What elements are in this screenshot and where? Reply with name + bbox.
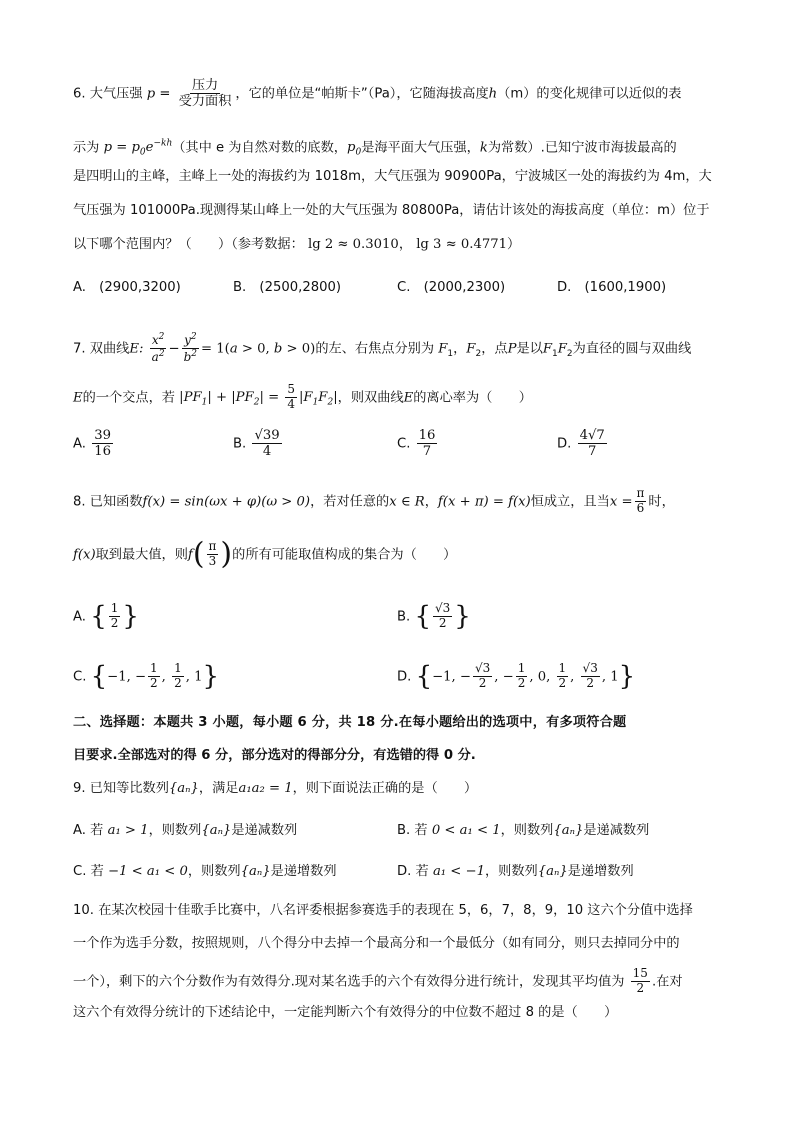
q8-option-b[interactable]: B. { $\frac{√3}{2}$ }	[397, 601, 471, 632]
q6-line-2	[73, 134, 677, 163]
q6-text: 是海平面大气压强，	[361, 140, 480, 156]
q8-option-d[interactable]: D. {−1, − $\frac{√3}{2}$ , − $\frac{1}{2}$ , 0, $\frac{1}{2}$ , $\frac{√3}{2}$ , 1}	[397, 661, 636, 692]
q7-option-c[interactable]	[397, 428, 439, 459]
q7-opt-label: B.	[233, 436, 247, 452]
q6-frac-num: 压力	[191, 78, 219, 93]
q9-option-a[interactable]	[73, 821, 297, 841]
frac-den: 7	[587, 444, 597, 460]
q8-text: ，	[424, 494, 438, 510]
q8-pi-over-6	[635, 487, 647, 516]
q7-opt-label: A.	[73, 436, 86, 452]
q8-function: f(x) = sin(ωx + φ)(ω > 0)	[142, 494, 311, 510]
q10-line-4: 这六个有效得分统计的下述结论中，一定能判断六个有效得分的中位数不超过 8 的是（ ）	[73, 1005, 618, 1020]
q7-x-fraction: $\frac{x^2}{a^2}$	[151, 332, 165, 364]
q10-line-3	[73, 967, 683, 996]
q9-opt-text: D. 若	[397, 864, 429, 879]
q9-option-d[interactable]	[397, 862, 634, 882]
q6-option-b[interactable]: B. (2500,2800)	[233, 280, 342, 295]
q9-sequence: {aₙ}	[168, 781, 199, 796]
q9-opt-text: ，则数列	[148, 823, 202, 838]
q10-line-2: 一个作为选手分数，按照规则，八个得分中去掉一个最高分和一个最低分（如有同分，则只去掉同分中的	[73, 936, 680, 951]
q8-opt-label: C.	[73, 669, 87, 685]
q9-opt-text: 是递增数列	[567, 864, 634, 879]
q9-opt-text: 是递增数列	[270, 864, 337, 879]
frac-den: 2	[636, 980, 645, 995]
q9-opt-text: 是递减数列	[583, 823, 650, 838]
q6-p0: $p_0$	[347, 140, 362, 159]
q6-line-5: 以下哪个范围内？（ ）（参考数据： lg 2 ≈ 0.3010， lg 3 ≈ 0.4771）	[73, 237, 521, 252]
q6-text: 为常数）.已知宁波市海拔最高的	[487, 140, 677, 156]
q7-line-2: E的一个交点，若 $|PF_1| + |PF_2|$ = $\frac{5}{4}$ $|F_1F_2|$，则双曲线E的离心率为（ ）	[73, 382, 532, 411]
q6-ref-lg2: lg 2 ≈ 0.3010	[307, 237, 399, 252]
frac-num: 16	[418, 428, 436, 443]
q7-opt-b-value	[252, 428, 281, 459]
q7-var-P: P	[507, 341, 517, 357]
q7-opt-c-value	[417, 428, 438, 459]
q6-text: （m）的变化规律可以近似的表	[497, 86, 682, 102]
q9-sequence: {aₙ}	[553, 823, 584, 838]
q6-ref-lg3: lg 3 ≈ 0.4771	[416, 237, 508, 252]
q9-sequence: {aₙ}	[537, 864, 568, 879]
q6-text: （其中 e 为自然对数的底数，	[172, 140, 347, 156]
q9-opt-text: ，则数列	[187, 864, 241, 879]
q9-opt-cond: a₁ > 1	[107, 823, 149, 838]
q7-text: 的离心率为（ ）	[413, 390, 532, 406]
q7-text: 双曲线	[89, 341, 130, 357]
frac-den: 6	[636, 500, 645, 515]
q6-text: 大气压强	[89, 86, 143, 102]
q7-y-fraction: $\frac{y^2}{b^2}$	[183, 332, 198, 364]
q9-opt-text: C. 若	[73, 864, 104, 879]
q7-line-1: 7. 双曲线E: $\frac{x^2}{a^2}$ − $\frac{y^2}{b^2}$ = 1(a > 0, b > 0)的左、右焦点分别为 $F_1$，$F_2$，点P是以$F_1F_2$为直径的圆与双曲线	[73, 332, 692, 364]
q8-text: 时，	[648, 494, 675, 510]
q6-text: 示为	[73, 140, 100, 156]
frac-num: 15	[632, 966, 648, 980]
q6-exponent: −kh	[153, 139, 173, 149]
q8-option-c[interactable]: C. {−1, − $\frac{1}{2}$ , $\frac{1}{2}$ , 1}	[73, 661, 220, 692]
q8-text: 恒成立，且当	[530, 494, 610, 510]
q7-opt-label: C.	[397, 436, 411, 452]
q10-average-fraction	[631, 967, 650, 996]
q9-opt-cond: −1 < a₁ < 0	[107, 864, 188, 879]
q9-opt-text: B. 若	[397, 823, 428, 838]
frac-num: 39	[94, 428, 111, 443]
frac-num: π	[208, 539, 217, 553]
q8-pi-over-3	[207, 540, 219, 569]
q9-number: 9.	[73, 781, 86, 796]
q7-text: 为直径的圆与双曲线	[572, 341, 692, 357]
q6-option-a[interactable]: A. (2900,3200)	[73, 280, 181, 295]
q8-domain: x ∈ R	[389, 494, 425, 510]
q7-var-E: E	[129, 341, 139, 357]
q9-opt-cond: a₁ < −1	[432, 864, 485, 879]
q9-opt-text: A. 若	[73, 823, 104, 838]
q8-opt-label: B.	[397, 609, 411, 625]
q9-opt-text: 是递减数列	[231, 823, 298, 838]
q9-line-1	[73, 779, 477, 799]
q7-option-b[interactable]	[233, 428, 284, 459]
q10-number: 10.	[73, 903, 94, 918]
q9-text: 已知等比数列	[89, 781, 169, 796]
q6-line-4: 气压强为 101000Pa.现测得某山峰上一处的大气压强为 80800Pa，请估计该处的海拔高度（单位：m）位于	[73, 203, 710, 218]
q6-var-p: p	[146, 86, 156, 102]
q9-opt-text: ，则数列	[500, 823, 554, 838]
q7-text: 左、右焦点分别为	[328, 341, 435, 357]
q8-x-eq: x =	[609, 494, 633, 510]
q9-opt-cond: 0 < a₁ < 1	[431, 823, 501, 838]
q6-text: ）	[507, 237, 521, 252]
q7-text: 是以	[516, 341, 543, 357]
q8-option-a[interactable]: A. { $\frac{1}{2}$ }	[73, 601, 139, 632]
q6-text: ，它的单位是“帕斯卡”（Pa），它随海拔高度	[235, 86, 489, 102]
frac-num: 4√7	[579, 428, 605, 443]
q9-opt-text: ，则数列	[484, 864, 538, 879]
q7-text: 的一个交点，若	[82, 390, 175, 406]
q6-line-3: 是四明山的主峰，主峰上一处的海拔约为 1018m，大气压强为 90900Pa，宁波城区一处的海拔约为 4m，大	[73, 169, 712, 184]
q7-option-d[interactable]	[557, 428, 609, 459]
q6-var-h: h	[488, 86, 498, 102]
q7-var-E: E	[73, 390, 83, 406]
q10-text: .在对	[651, 974, 683, 990]
q7-five-quarters: $\frac{5}{4}$	[287, 382, 295, 411]
q6-option-c[interactable]: C. (2000,2300)	[397, 280, 506, 295]
q8-fx: f(x)	[73, 547, 96, 563]
frac-den: 3	[208, 553, 217, 568]
q8-line-2: f(x)取到最大值，则f( $\frac{\pi}{3}$ )的所有可能取值构成的集合为（ ）	[73, 536, 457, 572]
q7-number: 7.	[73, 341, 86, 357]
q10-text: 在某次校园十佳歌手比赛中，八名评委根据参赛选手的表现在 5，6，7，8，9，10 这六个分值中选择	[98, 903, 693, 918]
q8-text: 已知函数	[89, 494, 143, 510]
q8-line-1	[73, 487, 675, 516]
q7-opt-a-value	[92, 428, 113, 459]
q7-text: ，则双曲线	[337, 390, 404, 406]
frac-num: √39	[254, 428, 280, 443]
q9-sequence: {aₙ}	[201, 823, 232, 838]
q9-sequence: {aₙ}	[240, 864, 271, 879]
frac-den: 16	[94, 444, 111, 460]
q6-option-d[interactable]: D. (1600,1900)	[557, 280, 667, 295]
q8-opt-label: D.	[397, 669, 412, 685]
q6-var-k: k	[479, 140, 488, 156]
q6-line-1: 6. 大气压强 p = $\frac{\text{压力}}{\text{受力面积}}$ ，它的单位是“帕斯卡”（Pa），它随海拔高度h（m）的变化规律可以近似的表	[73, 78, 682, 110]
q7-opt-d-value	[578, 428, 607, 459]
q6-frac-den: 受力面积	[178, 94, 232, 110]
section-2-heading-line-2: 目要求.全部选对的得 6 分，部分选对的得部分分，有选错的得 0 分.	[73, 748, 476, 763]
q7-text: ，点	[481, 341, 508, 357]
q8-text: 取到最大值，则	[95, 547, 188, 563]
q6-number: 6.	[73, 86, 86, 102]
q9-text: ，满足	[198, 781, 239, 796]
q7-condition: $|PF_1| + |PF_2|$ =	[179, 390, 280, 408]
q10-text: 一个），剩下的六个分数作为有效得分.现对某名选手的六个有效得分进行统计，发现其平均值为	[73, 974, 625, 990]
q9-option-b[interactable]	[397, 821, 649, 841]
q8-text: ，若对任意的	[310, 494, 390, 510]
frac-den: 4	[262, 444, 272, 460]
q8-opt-label: A.	[73, 609, 86, 625]
q6-pressure-fraction	[177, 78, 234, 109]
frac-den: 7	[422, 444, 432, 460]
q9-condition: a₁a₂ = 1	[238, 781, 293, 796]
q7-option-a[interactable]	[73, 428, 115, 459]
q9-text: ，则下面说法正确的是（ ）	[292, 781, 478, 796]
q8-periodic: f(x + π) = f(x)	[437, 494, 531, 510]
q6-formula: $p = p_0e^{-kh}$	[103, 139, 173, 159]
q8-f: f	[187, 547, 193, 563]
q9-option-c[interactable]	[73, 862, 337, 882]
q8-text: 的所有可能取值构成的集合为（ ）	[232, 547, 457, 563]
q7-opt-label: D.	[557, 436, 572, 452]
q6-text: 以下哪个范围内？（ ）（参考数据：	[73, 237, 304, 252]
section-2-heading-line-1: 二、选择题：本题共 3 小题，每小题 6 分，共 18 分.在每小题给出的选项中，有多项符合题	[73, 715, 627, 730]
q10-line-1	[73, 901, 693, 921]
q8-number: 8.	[73, 494, 86, 510]
frac-num: π	[636, 486, 645, 500]
